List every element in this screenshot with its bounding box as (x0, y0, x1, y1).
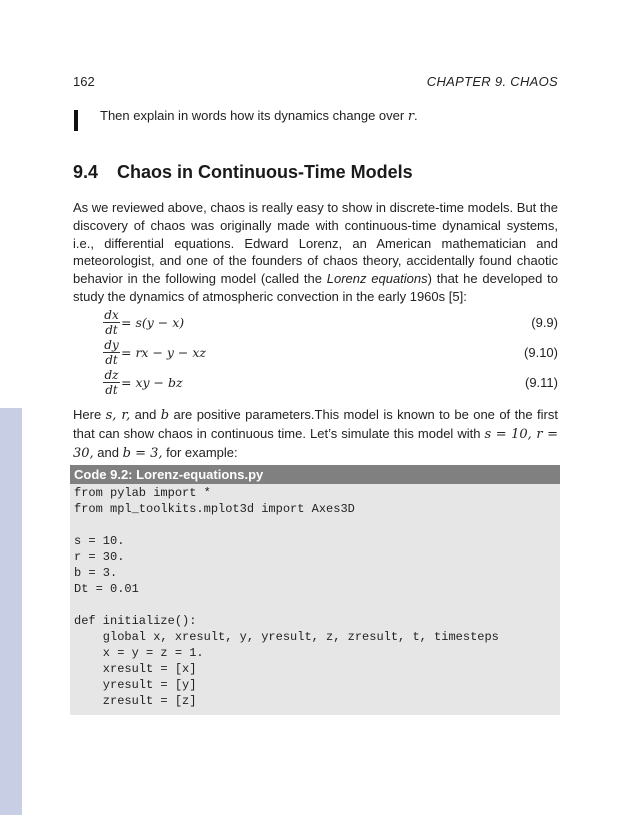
equation-rhs: = xy − bz (121, 375, 183, 390)
equation-9-11 (73, 368, 558, 398)
derivative-fraction (103, 338, 120, 367)
section-number: 9.4 (73, 162, 99, 182)
code-listing (70, 484, 560, 715)
para2-text: for example: (162, 444, 238, 460)
para2-math: s = 10, r = 30, (73, 426, 558, 461)
exercise-text (100, 108, 418, 124)
equation-number: (9.9) (531, 315, 558, 330)
derivative-fraction (103, 308, 120, 337)
code-line: zresult = [z] (74, 694, 197, 708)
paragraph-lorenz-intro (73, 199, 558, 306)
code-line: r = 30. (74, 550, 125, 564)
frac-denominator: dt (105, 323, 118, 337)
code-line: global x, xresult, y, yresult, z, zresult, t, timesteps (74, 630, 499, 644)
para2-math: b = 3, (122, 445, 163, 461)
code-line: from pylab import * (74, 486, 211, 500)
para1-text-b: ) that he developed to study the dynamics of atmospheric convection in the early 1960s [5]: (73, 271, 558, 304)
code-line: yresult = [y] (74, 678, 197, 692)
para2-text: and (130, 407, 161, 422)
code-line: Dt = 0.01 (74, 582, 139, 596)
code-line: xresult = [x] (74, 662, 197, 676)
equation-number: (9.11) (525, 375, 558, 390)
equation-rhs: = s(y − x) (121, 315, 185, 330)
side-thumb-tab (0, 408, 22, 815)
code-listing-title: Code 9.2: Lorenz-equations.py (70, 465, 560, 484)
code-line: x = y = z = 1. (74, 646, 204, 660)
paragraph-parameters (73, 406, 558, 462)
para2-text: Here (73, 407, 106, 422)
code-line: b = 3. (74, 566, 118, 580)
page-number: 162 (73, 74, 95, 89)
equation-9-10 (73, 338, 558, 368)
para2-math: s, r, (105, 408, 131, 423)
para1-italic-term: Lorenz equations (326, 271, 428, 287)
frac-denominator: dt (105, 353, 118, 367)
page-header (73, 74, 558, 92)
code-line: def initialize(): (74, 614, 197, 628)
section-title: Chaos in Continuous-Time Models (117, 162, 413, 182)
frac-denominator: dt (105, 383, 118, 397)
code-line: s = 10. (74, 534, 125, 548)
equation-rhs: = rx − y − xz (121, 345, 207, 360)
equation-number: (9.10) (524, 345, 558, 360)
derivative-fraction (103, 368, 120, 397)
exercise-marker-bar (74, 110, 78, 131)
code-line: from mpl_toolkits.mplot3d import Axes3D (74, 502, 355, 516)
exercise-var: r (407, 109, 415, 124)
exercise-period: . (414, 108, 418, 123)
para2-text: are positive parameters.This model is known to be one of the first that can show chaos in continuous time. Let’s simulate this model with (73, 407, 558, 441)
frac-numerator: dy (104, 338, 119, 352)
para2-text: and (93, 444, 123, 460)
para2-math: b (160, 408, 170, 423)
exercise-text-main: Then explain in words how its dynamics change over (100, 108, 408, 123)
chapter-title: CHAPTER 9. CHAOS (426, 74, 558, 89)
frac-numerator: dx (104, 308, 119, 322)
para1-text-a: As we reviewed above, chaos is really easy to show in discrete-time models. But the discovery of chaos was originally made with continuous-time dynamical systems, i.e., differential equations. Edward Lorenz, an American mathematician and meteorologist, and one of the founders of chaos theory, accidentally found chaotic behavior in the following model (called the (73, 200, 558, 287)
frac-numerator: dz (104, 368, 119, 382)
section-heading (73, 162, 413, 183)
equation-9-9 (73, 308, 558, 338)
